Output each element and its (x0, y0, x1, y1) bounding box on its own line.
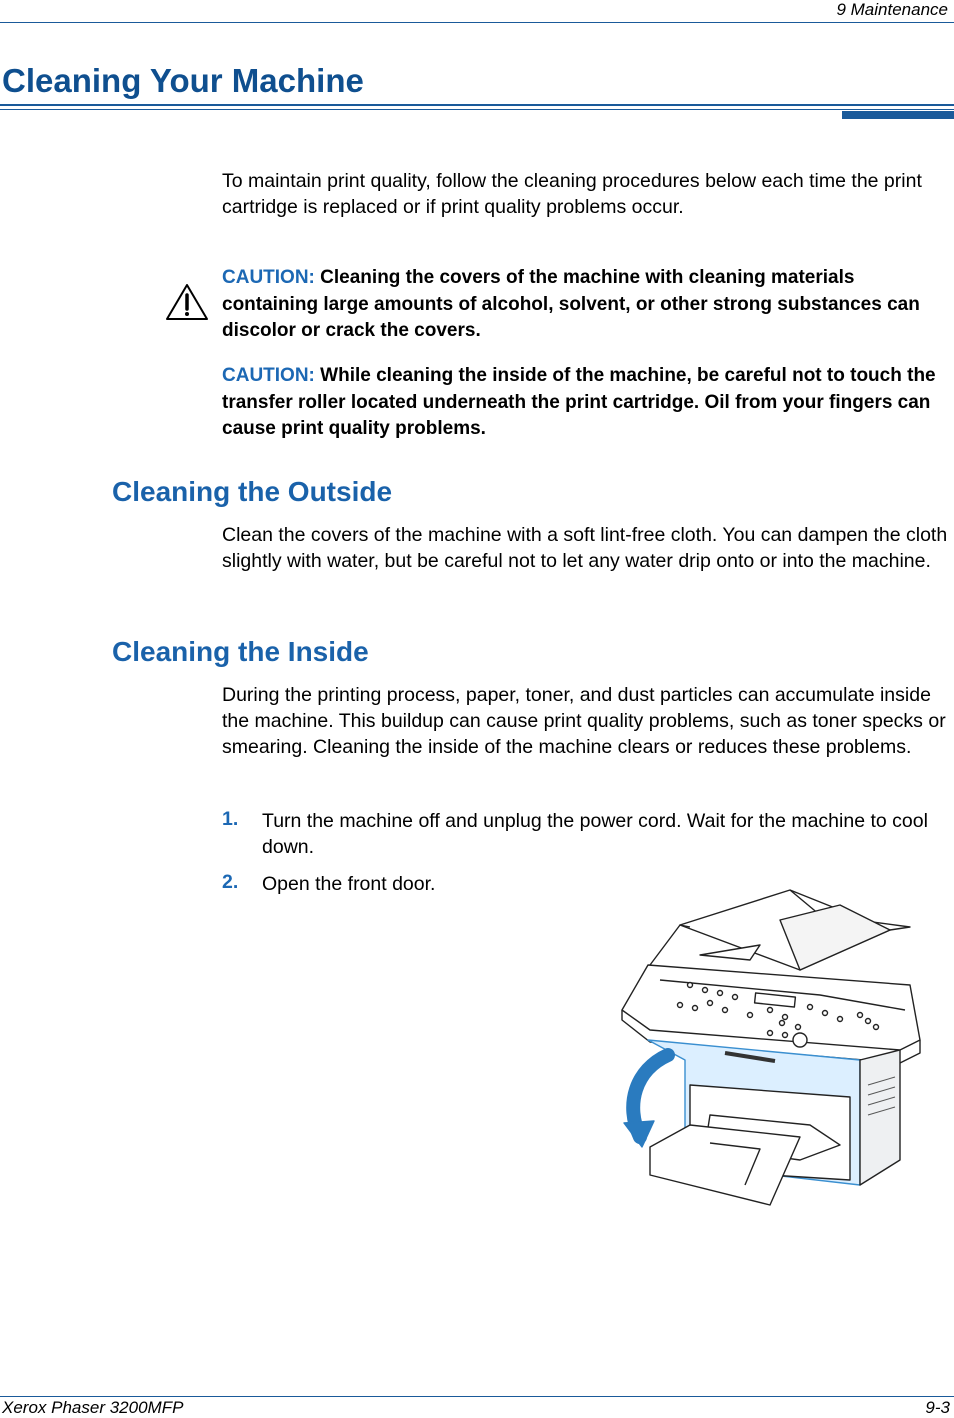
title-rule-thin (0, 109, 954, 110)
footer-product-name: Xerox Phaser 3200MFP (2, 1398, 184, 1417)
running-header: 9 Maintenance (836, 0, 948, 19)
title-rule (0, 104, 954, 106)
footer-page-number: 9-3 (925, 1398, 950, 1417)
heading-cleaning-inside: Cleaning the Inside (112, 636, 369, 667)
page-title: Cleaning Your Machine (2, 62, 364, 99)
step-number: 1. (222, 808, 239, 830)
printer-open-door-illustration (610, 885, 932, 1225)
intro-paragraph: To maintain print quality, follow the cleaning procedures below each time the print cartridge is replaced or if print quality problems occur. (222, 170, 922, 218)
inside-paragraph: During the printing process, paper, toner, and dust particles can accumulate inside the machine. This buildup can cause print quality problems, such as toner specks or smearing. Cleaning the inside of the machine clears or reduces these problems. (222, 684, 946, 758)
caution-text: Cleaning the covers of the machine with cleaning materials containing large amounts of alcohol, solvent, or other strong substances can discolor or crack the covers. (222, 267, 920, 341)
caution-icon (164, 282, 210, 327)
step-text: Open the front door. (262, 873, 436, 895)
caution-note-covers (222, 265, 952, 345)
footer-rule (0, 1396, 954, 1397)
header-rule (0, 22, 954, 23)
title-accent-bar (842, 111, 954, 119)
caution-label: CAUTION: (222, 365, 315, 386)
heading-cleaning-outside: Cleaning the Outside (112, 476, 393, 507)
step-text: Turn the machine off and unplug the power cord. Wait for the machine to cool down. (262, 810, 928, 858)
caution-note-roller (222, 363, 952, 443)
outside-paragraph: Clean the covers of the machine with a soft lint-free cloth. You can dampen the cloth slightly with water, but be careful not to let any water drip onto or into the machine. (222, 524, 948, 572)
caution-text: While cleaning the inside of the machine, be careful not to touch the transfer roller located underneath the print cartridge. Oil from your fingers can cause print quality problems. (222, 365, 936, 439)
caution-label: CAUTION: (222, 267, 315, 288)
step-number: 2. (222, 871, 239, 893)
